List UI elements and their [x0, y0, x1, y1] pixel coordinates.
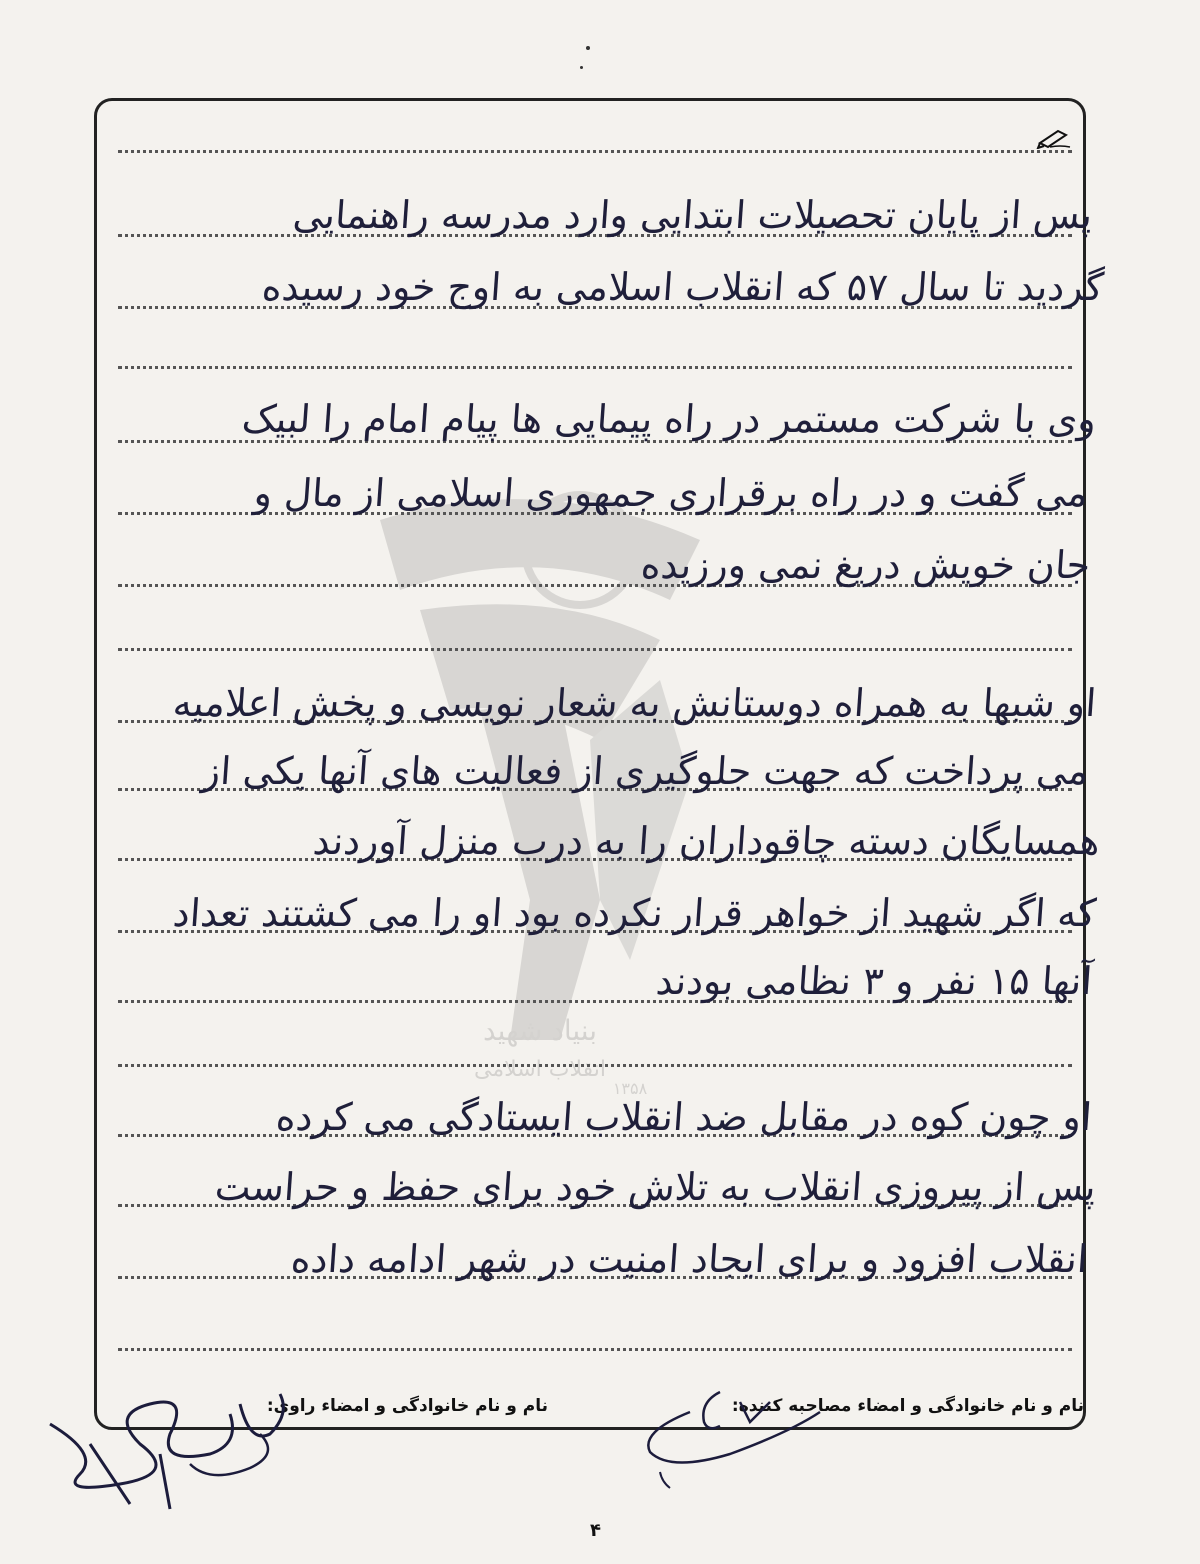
- ruled-line: [118, 648, 1072, 651]
- watermark-text: انقلاب اسلامی: [474, 1057, 606, 1082]
- handwritten-line: جان خویش دریغ نمی ورزیده: [639, 543, 1092, 587]
- ruled-line: [118, 150, 1072, 153]
- pen-icon: [1036, 125, 1072, 149]
- handwritten-line: انقلاب افزود و برای ایجاد امنیت در شهر ادامه داده: [289, 1237, 1090, 1281]
- handwritten-line: که اگر شهید از خواهر قرار نکرده بود او را می کشتند تعداد: [171, 891, 1098, 935]
- ruled-line: [118, 1348, 1072, 1351]
- scan-speck: [580, 66, 583, 69]
- narrator-signature-label: نام و نام خانوادگی و امضاء راوی:: [266, 1396, 548, 1416]
- handwritten-line: می گفت و در راه برقراری جمهوری اسلامی از مال و: [252, 471, 1090, 515]
- handwritten-line: پس از پیروزی انقلاب به تلاش خود برای حفظ و حراست: [213, 1165, 1098, 1209]
- handwritten-line: همسایگان دسته چاقوداران را به درب منزل آوردند: [311, 819, 1102, 863]
- handwritten-line: او شبها به همراه دوستانش به شعار نویسی و پخش اعلامیه: [171, 681, 1098, 725]
- interviewer-signature: [600, 1372, 830, 1492]
- handwritten-line: آنها ۱۵ نفر و ۳ نظامی بودند: [654, 959, 1094, 1003]
- watermark-text: بنیاد شهید: [482, 1014, 598, 1047]
- interviewer-signature-label: نام و نام خانوادگی و امضاء مصاحبه کننده:: [731, 1396, 1084, 1416]
- handwritten-line: می پرداخت که جهت جلوگیری از فعالیت های آنها یکی از: [199, 749, 1090, 793]
- ruled-line: [118, 1064, 1072, 1067]
- narrator-signature: [40, 1384, 300, 1514]
- page-number: ۴: [590, 1520, 601, 1541]
- handwritten-line: گردید تا سال ۵۷ که انقلاب اسلامی به اوج خود رسیده: [260, 265, 1106, 309]
- handwritten-line: او چون کوه در مقابل ضد انقلاب ایستادگی می کرده: [274, 1095, 1094, 1139]
- scan-speck: [586, 46, 590, 50]
- handwritten-line: وی با شرکت مستمر در راه پیمایی ها پیام امام را لبیک: [240, 397, 1098, 441]
- watermark-text: ۱۳۵۸: [612, 1079, 648, 1098]
- handwritten-line: پس از پایان تحصیلات ابتدایی وارد مدرسه راهنمایی: [291, 193, 1094, 237]
- ruled-line: [118, 366, 1072, 369]
